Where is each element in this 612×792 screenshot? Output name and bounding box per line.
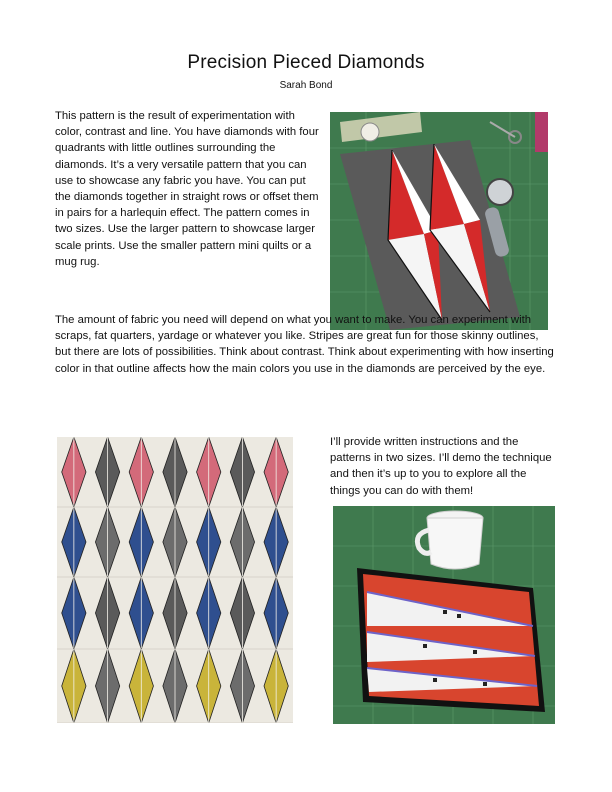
red-white-diamonds-on-cutting-mat-photo <box>330 112 548 330</box>
mug-rug-with-coffee-mug-photo <box>333 506 555 724</box>
paragraph-fabric: The amount of fabric you need will depend on what you want to make. You can experiment with scraps, fat quarters, yardage or whatever you like. Stripes are great fun for those skinny outlines, but there are lots of possibilities. Think about contrast. Think about experimenting with how inserting color in that outline affects how the main colors you use in the diamonds are perceived by the eye. <box>55 314 554 375</box>
paragraph-intro: This pattern is the result of experimentation with color, contrast and line. You have diamonds with four quadrants with little outlines surrounding the diamonds. It’s a very versatile pattern that you can use to showcase any fabric you have. You can put the diamonds together in straight rows or offset them in pairs for a harlequin effect. The pattern comes in two sizes. Use the larger pattern to showcase larger scale prints. Use the smaller pattern mini quilts or a mug rug. <box>55 110 319 268</box>
diamond-quilt-top-photo <box>57 437 293 723</box>
document-title: Precision Pieced Diamonds <box>187 52 425 73</box>
paragraph-instructions: I’ll provide written instructions and the patterns in two sizes. I’ll demo the technique and then it’s up to you to explore all the things you can do with them! <box>330 436 552 497</box>
document-author: Sarah Bond <box>279 80 333 91</box>
